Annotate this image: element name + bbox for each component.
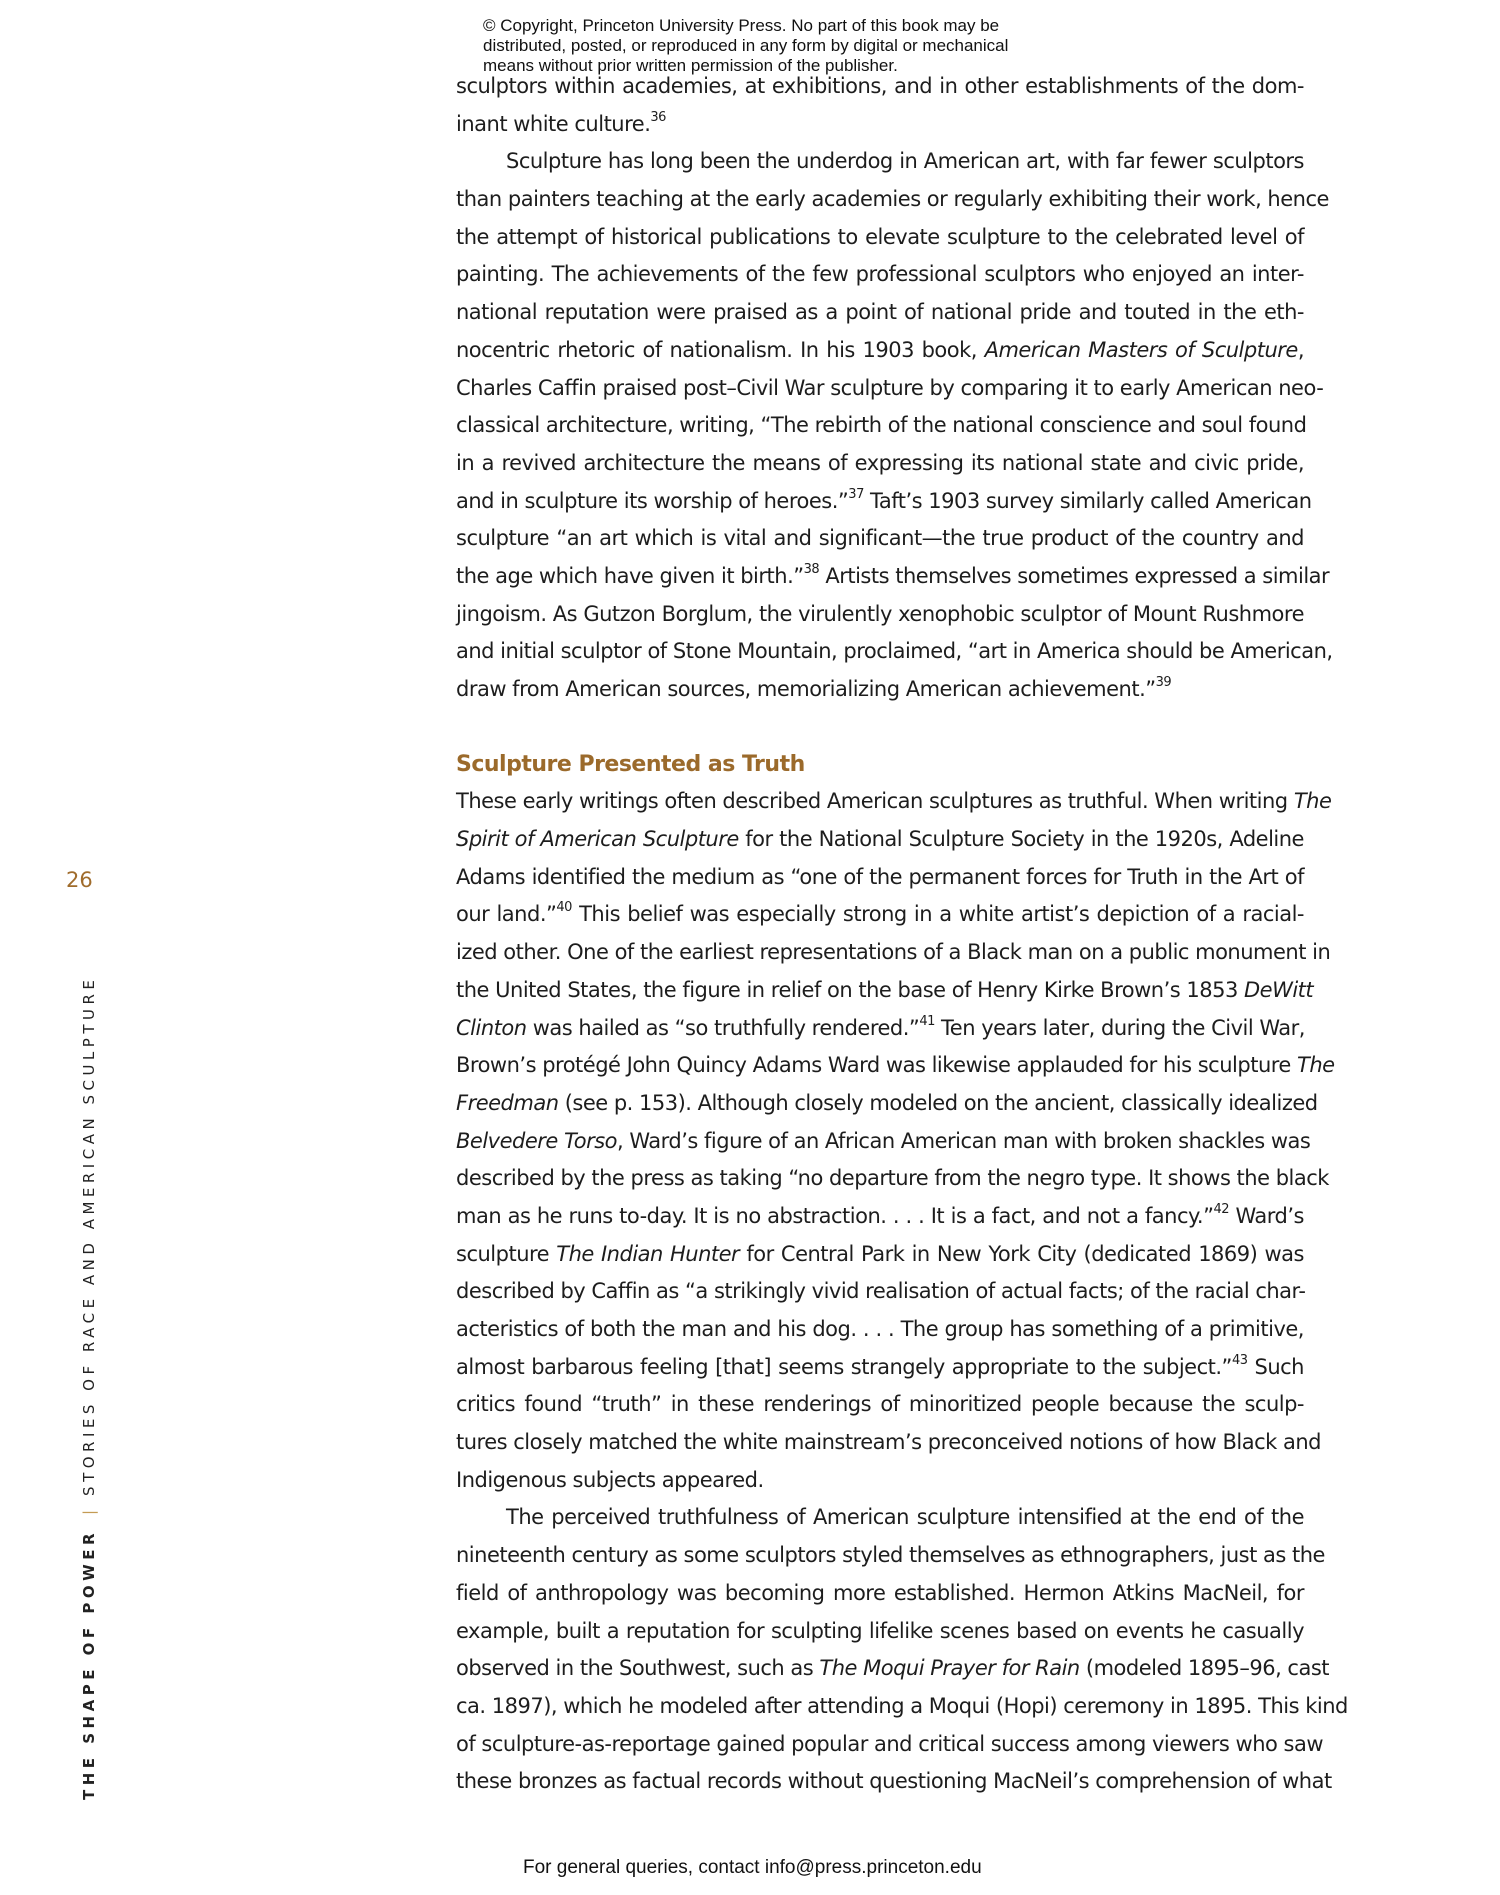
text-line [456, 219, 1304, 257]
text-run: Adams identified the medium as “one of the permanent forces for Truth in the Art of [456, 864, 1304, 889]
footnote-ref: 43 [1231, 1352, 1248, 1368]
italic-title: The Moqui Prayer for Rain [819, 1656, 1080, 1681]
text-run: Artists themselves sometimes expressed a similar [819, 563, 1330, 588]
text-line [456, 1273, 1304, 1311]
footnote-ref: 41 [919, 1013, 935, 1029]
text-line [456, 1047, 1335, 1085]
text-run: the age which have given it birth.” [456, 563, 804, 588]
book-title: THE SHAPE OF POWER [80, 1529, 98, 1800]
text-line [456, 332, 1304, 370]
text-run: critics found “truth” in these renderings of minoritized people because the sculp- [456, 1392, 1304, 1417]
copyright-line: © Copyright, Princeton University Press. No part of this book may be [483, 16, 1000, 35]
text-run: man as he runs to-day. It is no abstraction. . . . It is a fact, and not a fancy.” [456, 1203, 1214, 1228]
footer-contact: For general queries, contact info@press.princeton.edu [523, 1857, 982, 1878]
text-run: This belief was especially strong in a white artist’s depiction of a racial- [571, 902, 1304, 927]
text-run: nineteenth century as some sculptors styled themselves as ethnographers, just as the [456, 1543, 1325, 1568]
text-run: for Central Park in New York City (dedicated 1869) was [739, 1241, 1304, 1266]
text-run: field of anthropology was becoming more established. Hermon Atkins MacNeil, for [456, 1580, 1304, 1605]
text-run: our land.” [456, 902, 557, 927]
text-run: Taft’s 1903 survey similarly called American [863, 488, 1312, 513]
text-line [456, 633, 1333, 671]
text-run: ized other. One of the earliest representations of a Black man on a public monument in [456, 940, 1331, 965]
text-run: the United States, the figure in relief on the base of Henry Kirke Brown’s 1853 [456, 977, 1244, 1002]
text-run: these bronzes as factual records without questioning MacNeil’s comprehension of what [456, 1769, 1332, 1794]
text-line [456, 1726, 1324, 1764]
text-run: Sculpture has long been the underdog in American art, with far fewer sculptors [506, 149, 1304, 174]
text-run: for the National Sculpture Society in the 1920s, Adeline [738, 827, 1304, 852]
text-run: classical architecture, writing, “The rebirth of the national conscience and soul found [456, 413, 1307, 438]
text-line [456, 1010, 1304, 1048]
text-run: described by the press as taking “no departure from the negro type. It shows the black [456, 1166, 1329, 1191]
italic-title: Belvedere Torso [456, 1128, 617, 1153]
text-line [456, 558, 1330, 596]
text-run: painting. The achievements of the few professional sculptors who enjoyed an inter- [456, 262, 1304, 287]
text-run: Ten years later, during the Civil War, [934, 1015, 1305, 1040]
text-line [456, 143, 1304, 181]
italic-title: The [1297, 1053, 1335, 1078]
text-line [456, 1650, 1330, 1688]
copyright-line: means without prior written permission of the publisher. [483, 56, 898, 75]
text-run: and initial sculptor of Stone Mountain, proclaimed, “art in America should be American, [456, 639, 1333, 664]
text-line [456, 1763, 1332, 1801]
text-run: acteristics of both the man and his dog. . . . The group has something of a primitive, [456, 1317, 1304, 1341]
text-line [456, 671, 1304, 709]
text-run: Indigenous subjects appeared. [456, 1467, 764, 1492]
section-heading: Sculpture Presented as Truth [456, 751, 805, 777]
text-line [456, 821, 1304, 859]
text-line [456, 294, 1304, 332]
italic-title: Freedman [456, 1090, 559, 1115]
copyright-notice [483, 16, 1043, 76]
text-line [456, 1575, 1304, 1613]
italic-title: DeWitt [1243, 977, 1314, 1002]
text-run: almost barbarous feeling [that] seems strangely appropriate to the subject.” [456, 1354, 1232, 1379]
text-line [456, 181, 1329, 219]
book-subtitle: STORIES OF RACE AND AMERICAN SCULPTURE [80, 975, 98, 1496]
text-line [456, 1462, 1304, 1500]
text-run: the attempt of historical publications to elevate sculpture to the celebrated level of [456, 224, 1304, 249]
text-line [456, 783, 1332, 821]
text-run: national reputation were praised as a point of national pride and touted in the eth- [456, 300, 1304, 325]
text-run: ca. 1897), which he modeled after attending a Moqui (Hopi) ceremony in 1895. This kind [456, 1693, 1348, 1718]
text-line [456, 1198, 1304, 1236]
running-head [80, 976, 98, 1800]
text-line [456, 1613, 1304, 1651]
body-text [456, 68, 1348, 1801]
text-line [456, 1236, 1304, 1274]
text-run: The perceived truthfulness of American sculpture intensified at the end of the [506, 1505, 1304, 1530]
text-run: Charles Caffin praised post–Civil War sculpture by comparing it to early American neo- [456, 375, 1324, 400]
text-run: sculpture “an art which is vital and significant—the true product of the country and [456, 526, 1304, 551]
italic-title: The [1293, 789, 1332, 814]
footnote-ref: 38 [803, 561, 820, 577]
text-run: of sculpture-as-reportage gained popular and critical success among viewers who saw [456, 1731, 1324, 1756]
footnote-ref: 40 [556, 900, 572, 916]
italic-title: Clinton [456, 1015, 527, 1040]
text-line [456, 972, 1314, 1010]
text-run: These early writings often described American sculptures as truthful. When writing [456, 789, 1294, 814]
text-line [456, 483, 1312, 521]
text-run: , [1297, 337, 1304, 362]
text-line [456, 256, 1304, 294]
text-line [456, 859, 1304, 897]
footnote-ref: 37 [848, 486, 864, 502]
text-line [456, 1386, 1304, 1424]
copyright-line: distributed, posted, or reproduced in any form by digital or mechanical [483, 36, 1009, 55]
text-run: was hailed as “so truthfully rendered.” [526, 1015, 920, 1040]
text-run: , Ward’s figure of an African American man with broken shackles was [617, 1128, 1311, 1153]
text-line [456, 1499, 1304, 1537]
text-line [456, 1160, 1329, 1198]
text-line [456, 68, 1304, 106]
text-run: in a revived architecture the means of expressing its national state and civic pride, [456, 450, 1304, 475]
text-run: (modeled 1895–96, cast [1079, 1656, 1330, 1681]
text-run: described by Caffin as “a strikingly vivid realisation of actual facts; of the racial char- [456, 1279, 1306, 1304]
text-line [456, 596, 1304, 634]
text-line [456, 1537, 1325, 1575]
text-line [456, 445, 1304, 483]
text-run: jingoism. As Gutzon Borglum, the virulently xenophobic sculptor of Mount Rushmore [456, 601, 1304, 626]
text-run: and in sculpture its worship of heroes.” [456, 488, 849, 513]
text-line [456, 407, 1307, 445]
text-line [456, 934, 1331, 972]
text-run: sculptors within academies, at exhibitions, and in other establishments of the dom- [456, 74, 1304, 98]
italic-title: The Indian Hunter [556, 1241, 740, 1266]
text-line [456, 1688, 1348, 1726]
text-run: (see p. 153). Although closely modeled on the ancient, classically idealized [558, 1090, 1318, 1115]
page-number: 26 [66, 868, 93, 892]
text-line [456, 1085, 1318, 1123]
text-line [456, 370, 1324, 408]
text-run: sculpture [456, 1241, 557, 1266]
text-run: inant white culture. [456, 111, 651, 136]
text-run: Such [1247, 1354, 1304, 1379]
footnote-ref: 42 [1213, 1201, 1230, 1217]
running-head-separator: | [80, 1509, 98, 1515]
text-run: Brown’s protégé John Quincy Adams Ward was likewise applauded for his sculpture [456, 1053, 1298, 1078]
text-run: example, built a reputation for sculpting lifelike scenes based on events he casually [456, 1618, 1304, 1643]
italic-title: American Masters of Sculpture [984, 337, 1298, 362]
text-line [456, 1311, 1304, 1349]
footnote-ref: 36 [650, 109, 666, 125]
text-run: draw from American sources, memorializing American achievement.” [456, 677, 1156, 701]
text-line [456, 896, 1304, 934]
text-run: nocentric rhetoric of nationalism. In his 1903 book, [456, 337, 985, 362]
text-line [456, 106, 1304, 144]
text-line [456, 1123, 1311, 1161]
text-run: Ward’s [1229, 1203, 1304, 1228]
text-line [456, 520, 1304, 558]
text-run: tures closely matched the white mainstream’s preconceived notions of how Black and [456, 1430, 1321, 1455]
footnote-ref: 39 [1155, 675, 1172, 690]
text-line [456, 1424, 1321, 1462]
text-run: than painters teaching at the early academies or regularly exhibiting their work, hence [456, 187, 1329, 212]
italic-title: Spirit of American Sculpture [456, 827, 739, 852]
text-run: observed in the Southwest, such as [456, 1656, 820, 1681]
text-line [456, 1349, 1304, 1387]
